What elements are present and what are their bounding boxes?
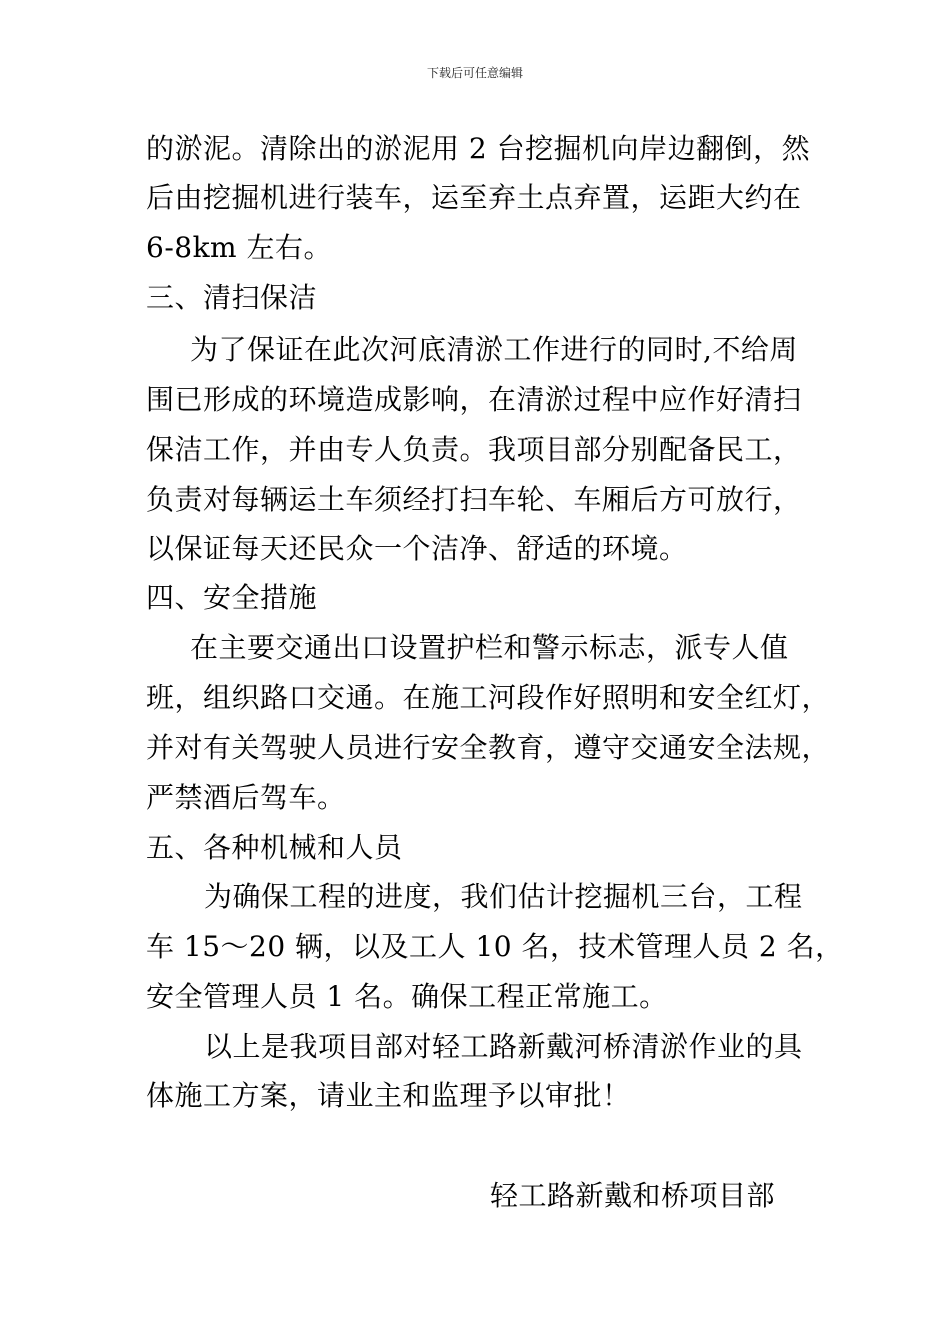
body-line: 的淤泥。清除出的淤泥用 2 台挖掘机向岸边翻倒，然 (146, 132, 811, 165)
body-line: 保洁工作，并由专人负责。我项目部分别配备民工， (146, 433, 802, 466)
body-line: 车 15～20 辆，以及工人 10 名，技术管理人员 2 名， (146, 930, 844, 963)
body-line: 严禁酒后驾车。 (146, 781, 346, 814)
body-line: 在主要交通出口设置护栏和警示标志，派专人值 (190, 631, 789, 664)
section-heading: 三、清扫保洁 (146, 281, 318, 314)
body-line: 为了保证在此次河底清淤工作进行的同时,不给周 (190, 333, 798, 366)
body-line: 以上是我项目部对轻工路新戴河桥清淤作业的具 (204, 1030, 803, 1063)
signature: 轻工路新戴和桥项目部 (490, 1179, 776, 1212)
header-note: 下载后可任意编辑 (426, 66, 523, 80)
body-line: 并对有关驾驶人员进行安全教育，遵守交通安全法规， (146, 731, 831, 764)
body-line: 安全管理人员 1 名。确保工程正常施工。 (146, 980, 668, 1013)
body-line: 围已形成的环境造成影响，在清淤过程中应作好清扫 (146, 383, 802, 416)
body-line: 以保证每天还民众一个洁净、舒适的环境。 (146, 532, 688, 565)
section-heading: 五、各种机械和人员 (146, 831, 403, 864)
body-line: 负责对每辆运土车须经打扫车轮、车厢后方可放行， (146, 483, 802, 516)
body-line: 后由挖掘机进行装车，运至弃土点弃置，运距大约在 (146, 181, 802, 214)
body-line: 6-8km 左右。 (146, 231, 333, 264)
body-line: 体施工方案，请业主和监理予以审批！ (146, 1079, 631, 1112)
body-line: 为确保工程的进度，我们估计挖掘机三台，工程 (204, 880, 803, 913)
section-heading: 四、安全措施 (146, 581, 318, 614)
body-line: 班，组织路口交通。在施工河段作好照明和安全红灯， (146, 681, 831, 714)
